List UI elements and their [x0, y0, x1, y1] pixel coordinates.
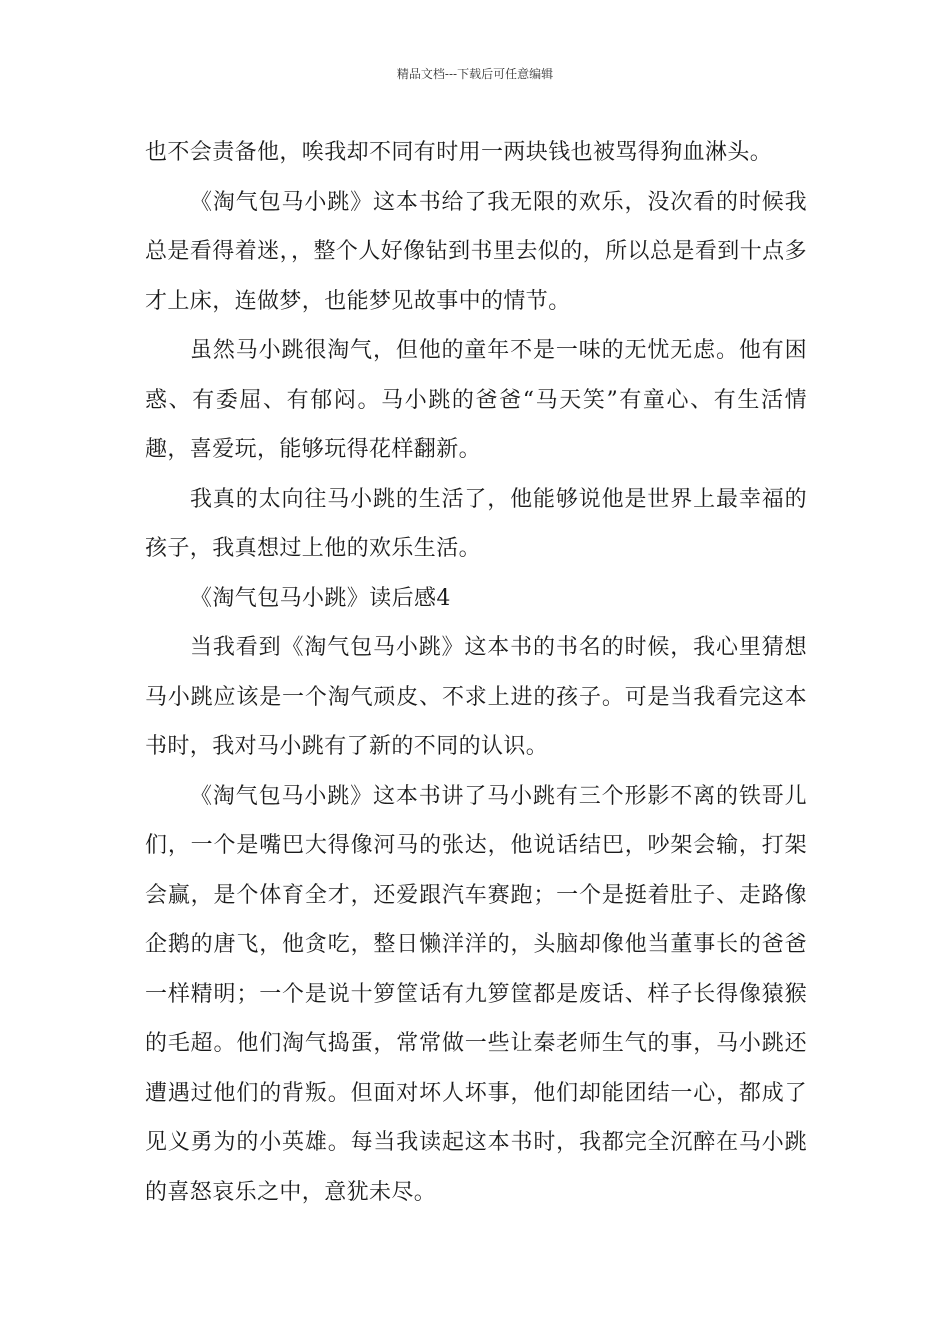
page-header: 精品文档---下载后可任意编辑	[396, 67, 554, 81]
paragraph-4: 我真的太向往马小跳的生活了，他能够说他是世界上最幸福的孩子，我真想过上他的欢乐生活。	[145, 486, 807, 561]
section-title: 《淘气包马小跳》读后感4	[190, 585, 451, 611]
paragraph-6: 《淘气包马小跳》这本书讲了马小跳有三个形影不离的铁哥儿们，一个是嘴巴大得像河马的张达，他说话结巴，吵架会输，打架会赢，是个体育全才，还爱跟汽车赛跑；一个是挺着肚子、走路像企鹅的唐飞，他贪吃，整日懒洋洋的，头脑却像他当董事长的爸爸一样精明；一个是说十箩筐话有九箩筐都是废话、样子长得像猿猴的毛超。他们淘气捣蛋，常常做一些让秦老师生气的事，马小跳还遭遇过他们的背叛。但面对坏人坏事，他们却能团结一心，都成了见义勇为的小英雄。每当我读起这本书时，我都完全沉醉在马小跳的喜怒哀乐之中，意犹未尽。	[145, 783, 807, 1205]
document-body	[145, 128, 807, 1217]
paragraph-2: 《淘气包马小跳》这本书给了我无限的欢乐，没次看的时候我总是看得着迷，，整个人好像钻到书里去似的，所以总是看到十点多才上床，连做梦，也能梦见故事中的情节。	[145, 189, 807, 314]
paragraph-5: 当我看到《淘气包马小跳》这本书的书名的时候，我心里猜想马小跳应该是一个淘气顽皮、不求上进的孩子。可是当我看完这本书时，我对马小跳有了新的不同的认识。	[145, 635, 807, 759]
paragraph-1: 也不会责备他，唉我却不同有时用一两块钱也被骂得狗血淋头。	[145, 140, 773, 165]
paragraph-3: 虽然马小跳很淘气，但他的童年不是一味的无忧无虑。他有困惑、有委屈、有郁闷。马小跳的爸爸“马天笑”有童心、有生活情趣，喜爱玩，能够玩得花样翻新。	[145, 338, 807, 462]
